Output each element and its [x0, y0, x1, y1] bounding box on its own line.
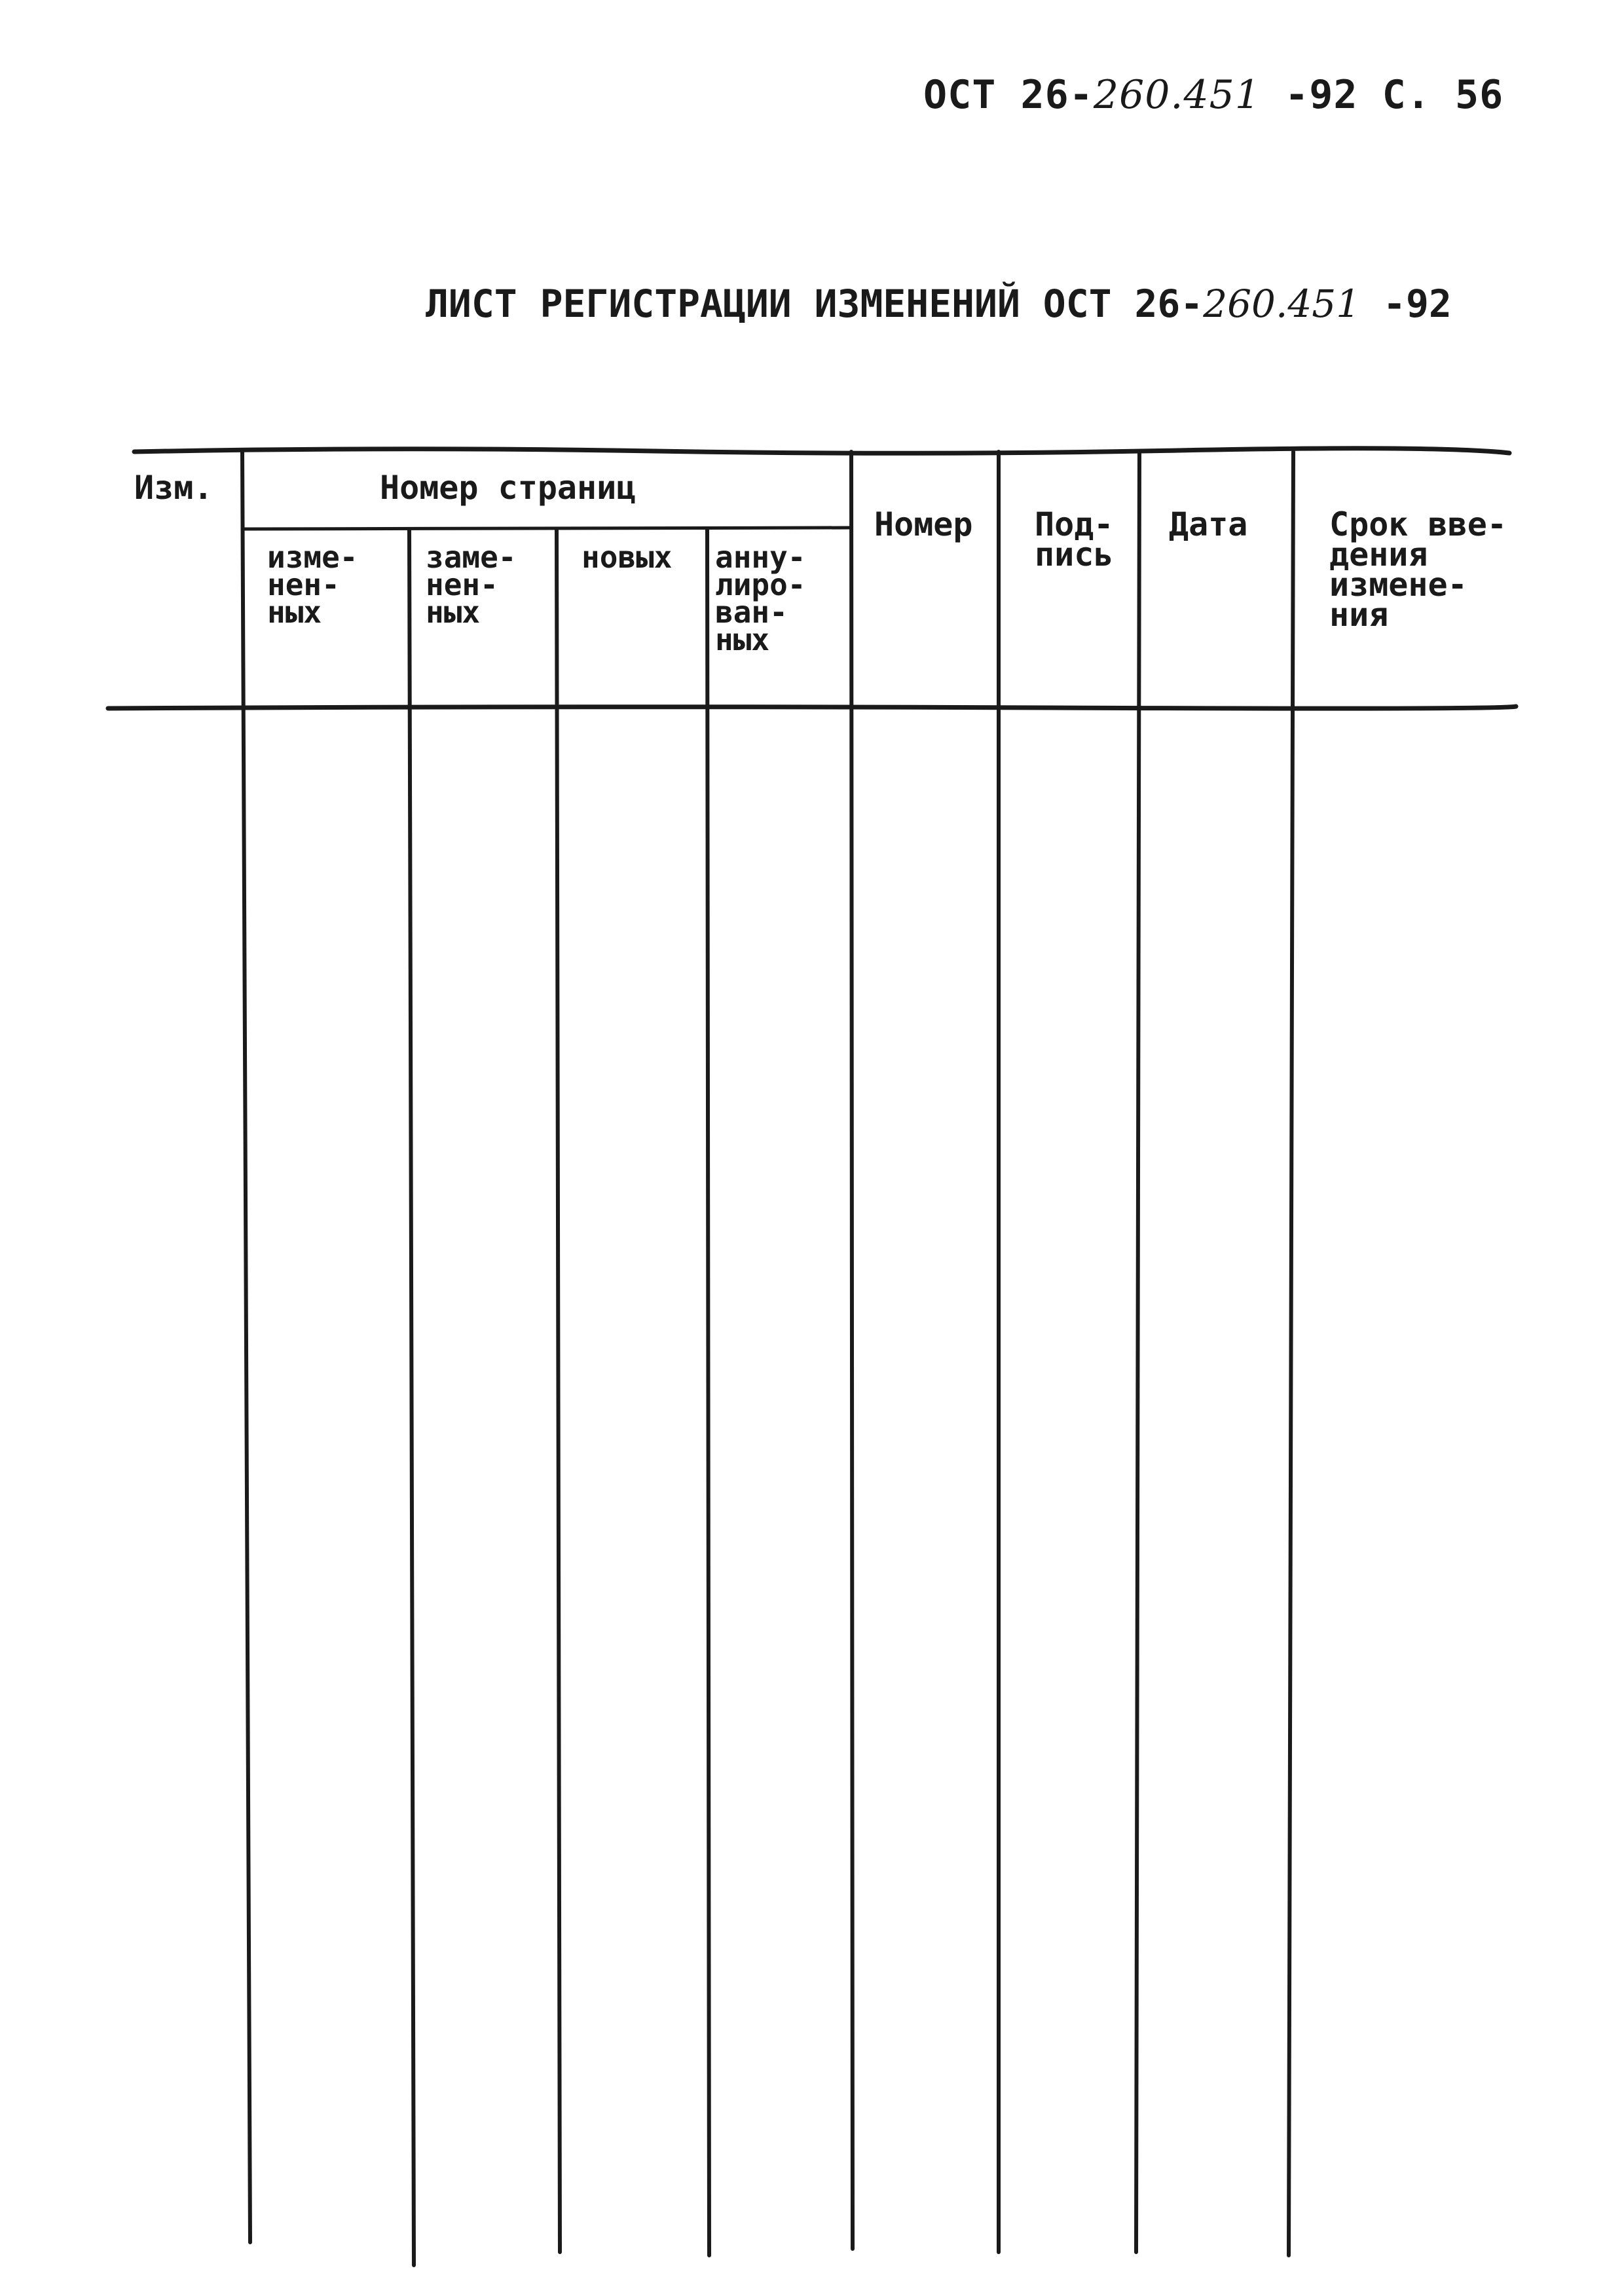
subcol-header-changed: изме- нен- ных — [267, 539, 358, 630]
col-line-5 — [851, 452, 853, 2249]
title-handwritten-number: 260.451 — [1203, 282, 1361, 326]
standard-handwritten-number: 260.451 — [1093, 72, 1261, 118]
subcol-header-new: новых — [581, 539, 673, 575]
col-line-3 — [557, 529, 560, 2252]
col-header-page-numbers: Номер страниц — [380, 469, 637, 507]
col-line-7 — [1136, 452, 1139, 2252]
title-suffix: -92 — [1360, 282, 1452, 326]
subcol-header-replaced: заме- нен- ных — [426, 539, 517, 630]
standard-prefix: ОСТ 26- — [923, 72, 1094, 118]
table-top-border — [134, 448, 1509, 453]
col-line-1 — [242, 452, 250, 2242]
col-header-signature: Под- пись — [1035, 505, 1114, 574]
title-prefix: ЛИСТ РЕГИСТРАЦИИ ИЗМЕНЕНИЙ ОСТ 26- — [426, 282, 1204, 326]
col-header-number: Номер — [874, 505, 973, 543]
subheader-line — [242, 528, 851, 529]
col-header-term: Срок вве- дения измене- ния — [1329, 505, 1507, 634]
col-line-8 — [1289, 452, 1293, 2255]
col-header-date: Дата — [1169, 505, 1248, 543]
subcol-header-annulled: анну- лиро- ван- ных — [715, 539, 806, 657]
col-header-izm: Изм. — [134, 469, 213, 507]
standard-suffix: -92 С. 56 — [1261, 72, 1504, 118]
col-line-2 — [409, 529, 414, 2265]
header-bottom-border — [108, 706, 1516, 708]
col-line-4 — [707, 529, 709, 2255]
